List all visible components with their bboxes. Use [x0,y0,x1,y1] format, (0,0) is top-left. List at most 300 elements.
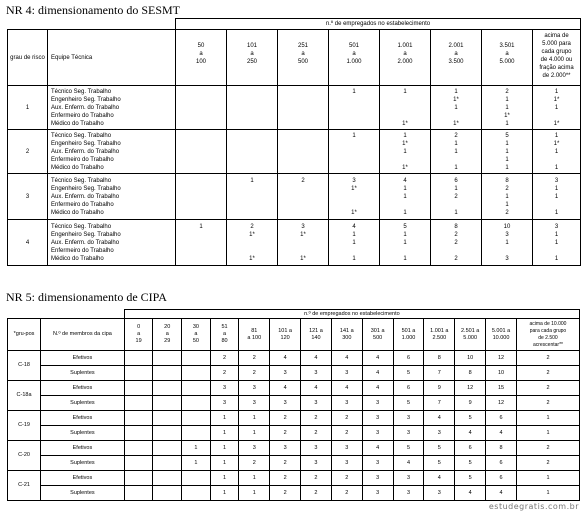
nr5-row [8,381,580,396]
nr4-value: 2 [454,231,458,238]
nr4-range-line: 1.000 [346,59,362,65]
nr4-value: 1* [351,209,357,216]
nr4-range-line: 2.000 [397,59,413,65]
nr4-value [533,156,580,164]
nr5-value-cell: 4 [424,411,455,426]
nr5-value-cell: 3 [331,456,362,471]
nr5-value-cell: 3 [331,366,362,381]
nr4-value [278,239,328,247]
nr4-value [227,156,277,164]
nr5-range-line: 501 a [401,327,416,334]
nr5-group-cell: C-21 [8,471,41,501]
nr5-range-header [301,319,332,351]
nr5-value-cell: 1 [210,426,239,441]
nr4-range-line: acima de [544,33,569,39]
nr4-value [176,120,226,128]
nr4-value: 1* [249,231,255,238]
nr5-value-cell [153,441,182,456]
nr4-value [176,140,226,148]
nr5-value-cell: 3 [362,426,393,441]
nr5-value-cell: 4 [331,351,362,366]
nr5-value-cell: 6 [455,441,486,456]
nr4-value-cell [482,130,533,174]
nr4-range-line: 250 [246,59,257,65]
nr5-corner [8,310,125,319]
nr5-value-cell [153,486,182,501]
nr4-value: 1 [454,164,458,171]
nr4-value: 1* [402,120,408,127]
nr4-value: 1* [351,185,357,192]
nr4-role-label: Enfermeiro do Trabalho [51,156,114,163]
nr5-range-header [239,319,270,351]
nr4-role-label: Médico do Trabalho [51,209,104,216]
nr4-value-cell [533,86,581,130]
nr5-range-line: 1.001 a [430,327,449,334]
nr4-value: 1 [505,120,509,127]
nr4-role-label: Técnico Seg. Trabalho [51,177,112,184]
nr5-group-cell: C-19 [8,411,41,441]
nr5-value-cell: 2 [270,411,301,426]
nr5-value-cell [124,456,153,471]
nr5-value-cell: 3 [393,486,424,501]
nr5-value-cell: 2 [331,426,362,441]
nr4-value [227,201,277,209]
nr5-range-header [424,319,455,351]
nr5-group-header: n.º de empregados no estabelecimento [124,310,579,319]
nr5-value-cell [182,411,211,426]
nr5-range-line: 121 a [309,327,323,334]
nr5-value-cell: 2 [301,426,332,441]
nr5-value-cell: 2 [210,351,239,366]
nr4-value [380,96,430,104]
nr4-value [329,140,379,148]
nr4-value [227,185,277,193]
nr5-value-cell: 2 [239,351,270,366]
nr5-value-cell [124,441,153,456]
nr5-range-line: 30 [192,324,199,330]
nr4-role-label: Técnico Seg. Trabalho [51,88,112,95]
nr4-range-line: a [454,51,458,57]
nr4-value [380,247,430,255]
nr4-value: 1 [554,209,559,216]
nr5-value-cell: 12 [486,351,517,366]
nr4-value: 1 [352,239,356,246]
nr4-range-header [278,30,329,86]
nr5-value-cell: 4 [331,381,362,396]
nr5-value-cell: 7 [424,396,455,411]
nr4-value-cell [278,86,329,130]
nr5-range-line: acrescentar** [532,341,563,348]
nr5-range-header [516,319,579,351]
nr4-value: 1* [402,164,408,171]
nr5-value-cell: 4 [362,441,393,456]
nr4-value [329,148,379,156]
nr4-role-label: Aux. Enferm. do Trabalho [51,148,120,155]
nr4-value: 1 [403,209,407,216]
nr5-value-cell: 8 [424,351,455,366]
nr4-value [176,96,226,104]
nr5-range-header [210,319,239,351]
nr5-value-cell: 5 [424,456,455,471]
nr4-value: 1 [199,223,203,230]
nr4-value [227,88,277,96]
nr4-value [329,112,379,120]
nr4-value: 1 [403,148,407,155]
nr4-value [278,104,328,112]
nr5-value-cell: 4 [301,381,332,396]
nr5-value-cell: 2 [301,411,332,426]
nr5-value-cell: 1 [210,471,239,486]
nr5-range-line: a 100 [247,334,262,341]
nr4-value [329,193,379,201]
nr4-grau-cell: 3 [8,174,48,220]
nr4-value [329,120,379,128]
nr5-row [8,441,580,456]
nr5-value-cell [182,366,211,381]
nr5-value-cell: 3 [393,471,424,486]
nr4-value: 1* [300,255,306,262]
nr4-value: 1* [504,112,510,119]
nr4-value-cell [176,220,227,266]
nr4-value-cell [431,130,482,174]
nr5-value-cell: 1 [182,441,211,456]
nr5-value-cell [124,471,153,486]
nr5-value-cell: 2 [516,381,579,396]
nr4-value [176,132,226,140]
nr4-role-label: Técnico Seg. Trabalho [51,132,112,139]
nr4-value [176,88,226,96]
nr4-roles-cell [48,174,176,220]
nr5-value-cell: 2 [516,441,579,456]
nr4-role-label: Aux. Enferm. do Trabalho [51,193,120,200]
nr4-value: 1 [554,255,559,262]
nr4-grau-cell: 1 [8,86,48,130]
nr5-value-cell: 4 [424,471,455,486]
nr4-role-label: Médico do Trabalho [51,255,104,262]
nr4-range-line: a [403,51,407,57]
nr5-member-type: Suplentes [41,426,125,441]
nr4-value [380,112,430,120]
nr4-value: 2 [505,185,509,192]
nr4-value: 2 [454,193,458,200]
nr4-value-cell [431,220,482,266]
nr5-value-cell: 3 [362,456,393,471]
nr4-value-cell [176,86,227,130]
nr4-value [227,164,277,172]
nr5-value-cell: 1 [239,426,270,441]
nr5-member-type: Suplentes [41,366,125,381]
nr5-range-line: 301 a [370,327,385,334]
nr4-roles-cell [48,130,176,174]
nr4-range-line: a [505,51,509,57]
nr5-value-cell: 2 [331,411,362,426]
nr4-value-cell [278,130,329,174]
nr5-value-cell: 2 [239,366,270,381]
nr5-value-cell: 4 [486,426,517,441]
nr4-value [482,247,532,255]
nr4-value [176,193,226,201]
nr5-value-cell: 1 [239,486,270,501]
nr4-value [278,193,328,201]
nr4-value-cell [278,220,329,266]
nr5-value-cell: 6 [393,381,424,396]
nr4-value: 1 [554,104,559,111]
nr4-value [227,193,277,201]
nr5-value-cell: 2 [270,456,301,471]
nr4-value-cell [329,130,380,174]
nr5-value-cell: 2 [516,366,579,381]
nr5-value-cell [153,366,182,381]
nr4-value [176,209,226,217]
nr4-value [176,255,226,263]
nr4-value [431,247,481,255]
nr4-range-line: 1.001 [397,43,413,49]
nr5-group-cell: C-20 [8,441,41,471]
nr4-value [176,185,226,193]
nr5-value-cell: 4 [301,351,332,366]
nr4-value: 1 [554,231,559,238]
nr4-role-label: Médico do Trabalho [51,120,104,127]
nr5-value-cell: 7 [424,366,455,381]
nr4-range-line: 5.000 para [542,41,571,47]
nr5-range-line: 5.000 [463,334,478,341]
nr5-row [8,396,580,411]
nr4-value: 1* [402,140,408,147]
nr5-member-type: Efetivos [41,381,125,396]
nr4-range-line: 501 [348,43,359,49]
nr4-value: 1 [454,185,458,192]
nr5-value-cell: 5 [424,441,455,456]
nr4-value-cell [431,86,482,130]
nr4-value [227,96,277,104]
nr5-value-cell: 6 [486,456,517,471]
nr4-range-header [431,30,482,86]
nr5-value-cell: 3 [393,411,424,426]
nr5-member-type: Efetivos [41,411,125,426]
nr4-range-header [176,30,227,86]
nr5-value-cell: 5 [393,396,424,411]
nr4-value: 1 [250,177,254,184]
nr5-range-line: 51 [221,324,228,330]
nr4-value: 1 [454,104,458,111]
nr4-range-line: cada grupo [541,49,572,55]
nr5-value-cell: 10 [486,366,517,381]
nr5-value-cell: 3 [362,411,393,426]
nr4-value: 1 [352,255,356,262]
nr4-value: 1 [454,88,458,95]
nr4-risk-group-row [8,130,581,174]
nr5-value-cell: 10 [455,351,486,366]
nr4-value [278,120,328,128]
nr5-value-cell: 8 [455,366,486,381]
nr4-value-cell [176,130,227,174]
nr4-value-cell [380,174,431,220]
nr5-value-cell: 1 [210,456,239,471]
nr4-value: 2 [454,255,458,262]
nr4-role-label: Enfermeiro do Trabalho [51,201,114,208]
nr5-member-type: Suplentes [41,486,125,501]
nr4-value: 1 [554,132,559,139]
nr4-value [227,247,277,255]
nr5-row [8,366,580,381]
nr4-range-header [533,30,581,86]
nr4-value [431,156,481,164]
nr5-value-cell: 2 [210,366,239,381]
nr4-value: 1 [352,231,356,238]
nr5-value-cell [182,471,211,486]
nr5-range-line: a [222,331,227,337]
nr4-value-cell [533,220,581,266]
nr5-range-line: de 2.500 [538,334,558,341]
nr4-value [431,201,481,209]
nr4-value-cell [431,174,482,220]
nr4-range-line: 3.500 [448,59,464,65]
nr5-value-cell: 3 [210,396,239,411]
nr5-value-cell: 4 [455,486,486,501]
nr4-value: 1 [403,193,407,200]
nr4-value [227,140,277,148]
nr5-value-cell: 1 [182,456,211,471]
nr5-value-cell: 5 [393,441,424,456]
nr4-value [329,96,379,104]
nr4-value: 1* [553,120,560,127]
nr5-value-cell: 1 [210,411,239,426]
nr5-value-cell: 3 [331,396,362,411]
nr5-range-line: 20 [164,324,171,330]
nr5-table [7,309,580,501]
nr4-value: 1 [505,239,509,246]
nr5-value-cell [124,396,153,411]
nr4-value [380,156,430,164]
nr4-value: 2 [250,223,254,230]
nr4-value [278,185,328,193]
nr5-value-cell: 3 [239,396,270,411]
nr4-value: 5 [403,223,407,230]
nr5-value-cell: 1 [516,471,579,486]
nr5-member-type: Suplentes [41,396,125,411]
nr5-value-cell [153,396,182,411]
nr5-range-header [182,319,211,351]
nr4-range-line: 100 [195,59,206,65]
nr4-value [227,239,277,247]
nr4-value: 3 [352,177,356,184]
nr5-value-cell: 3 [424,426,455,441]
nr4-value-cell [482,86,533,130]
nr5-value-cell: 6 [393,351,424,366]
nr5-group-cell: C-18 [8,351,41,381]
nr5-row [8,456,580,471]
nr5-range-header [393,319,424,351]
nr4-range-header [227,30,278,86]
nr5-value-cell [153,351,182,366]
nr4-value [227,132,277,140]
nr5-value-cell: 3 [362,471,393,486]
nr5-value-cell: 3 [270,441,301,456]
nr4-value: 1 [403,185,407,192]
nr5-value-cell [124,381,153,396]
nr4-value [176,164,226,172]
nr4-value: 1 [403,231,407,238]
nr5-range-line: a [137,331,141,337]
nr5-value-cell: 1 [516,411,579,426]
nr5-value-cell: 3 [362,486,393,501]
nr4-value [227,148,277,156]
nr5-value-cell: 3 [362,396,393,411]
nr5-member-type: Efetivos [41,441,125,456]
nr4-value-cell [227,220,278,266]
nr5-value-cell [153,411,182,426]
nr4-value [176,156,226,164]
nr4-value: 1 [505,201,509,208]
nr4-value: 3 [554,177,559,184]
nr5-value-cell: 3 [270,366,301,381]
nr5-range-line: 80 [221,338,228,344]
nr4-role-label: Engenheiro Seg. Trabalho [51,140,121,147]
nr5-value-cell: 3 [270,396,301,411]
nr4-value: 3 [301,223,305,230]
nr4-value [278,132,328,140]
nr4-range-line: 101 [246,43,257,49]
nr4-value: 3 [505,231,509,238]
nr4-value-cell [329,174,380,220]
nr5-value-cell: 2 [331,471,362,486]
nr5-range-header [486,319,517,351]
nr4-value: 1 [505,140,509,147]
nr4-value-cell [533,130,581,174]
nr5-value-cell: 1 [516,486,579,501]
nr5-value-cell: 4 [270,381,301,396]
nr4-range-line: 251 [297,43,308,49]
nr4-value: 1* [453,96,459,103]
nr4-range-line: 50 [197,43,205,49]
nr5-value-cell: 2 [239,456,270,471]
nr4-value-cell [227,86,278,130]
nr4-value: 1 [554,185,559,192]
nr5-range-line: 141 a [339,327,354,334]
nr4-value: 1 [554,88,559,95]
nr4-value [176,177,226,185]
nr5-value-cell: 1 [239,471,270,486]
nr4-range-header [482,30,533,86]
nr4-value [329,201,379,209]
nr4-value-cell [380,130,431,174]
nr4-value: 5 [505,132,509,139]
nr4-value: 1* [300,231,306,238]
nr4-value: 1* [553,140,560,147]
nr4-value: 2 [301,177,305,184]
nr5-value-cell: 5 [455,471,486,486]
nr5-value-cell [182,396,211,411]
nr4-risk-group-row [8,174,581,220]
nr4-value-cell [329,220,380,266]
site-watermark: estudegratis.com.br [488,502,579,511]
nr4-role-label: Aux. Enferm. do Trabalho [51,239,120,246]
nr4-value [278,201,328,209]
nr5-row [8,471,580,486]
nr5-range-line: 19 [135,338,142,344]
nr5-value-cell: 12 [455,381,486,396]
nr4-value [329,164,379,172]
nr5-value-cell: 5 [455,411,486,426]
nr5-range-line: 29 [164,338,171,344]
nr4-value: 4 [403,177,407,184]
nr4-range-line: a [199,51,203,57]
nr4-role-label: Enfermeiro do Trabalho [51,112,114,119]
nr5-value-cell [124,411,153,426]
nr5-range-line: 101 a [278,327,292,334]
nr4-value-cell [482,220,533,266]
nr5-range-line: a [194,331,198,337]
